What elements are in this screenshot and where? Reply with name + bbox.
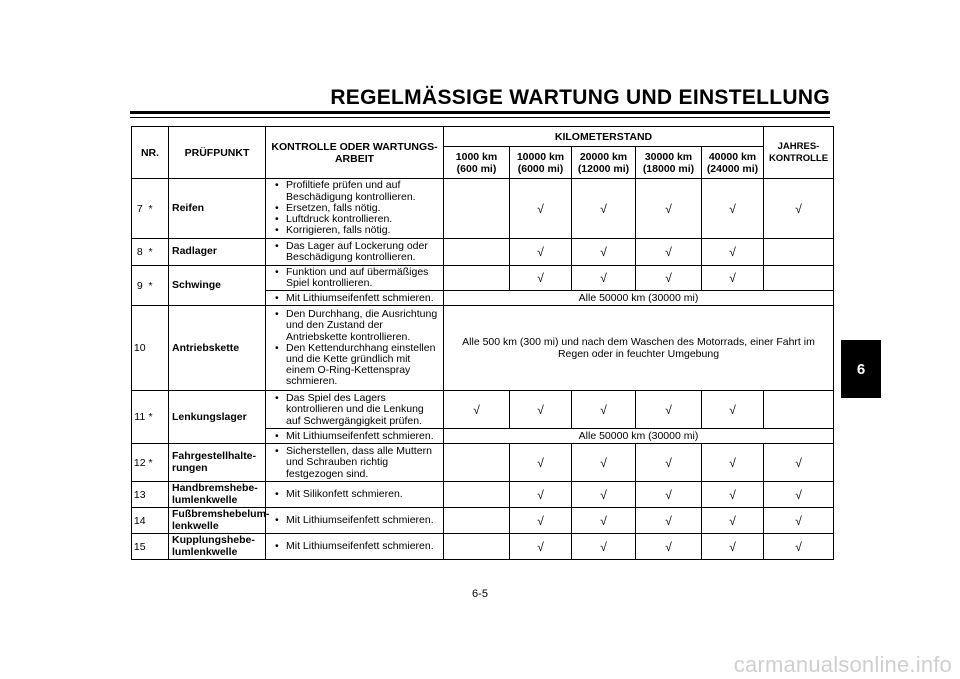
header-km-20000: 20000 km (12000 mi) xyxy=(572,147,636,179)
row-item: Reifen xyxy=(169,179,266,239)
check-cell: √ xyxy=(510,179,572,239)
check-cell xyxy=(444,534,510,560)
row-star xyxy=(148,508,169,534)
check-cell: √ xyxy=(572,482,636,508)
row-star xyxy=(148,534,169,560)
check-cell: √ xyxy=(636,444,702,482)
task-item: • Sicherstellen, dass alle Muttern und Schrauben richtig festgezogen sind. xyxy=(269,446,440,480)
check-cell xyxy=(764,391,834,429)
task-item: • Luftdruck kontrollieren. xyxy=(269,214,440,225)
row-nr: 7 xyxy=(132,179,148,239)
check-cell: √ xyxy=(636,239,702,266)
row-tasks xyxy=(266,534,444,560)
header-kilometerstand: KILOMETERSTAND xyxy=(444,127,764,147)
table-row xyxy=(132,266,834,291)
task-item: • Das Lager auf Lockerung oder Beschädigung kontrollieren. xyxy=(269,241,440,263)
row-star xyxy=(148,306,169,391)
chapter-tab: 6 xyxy=(841,340,881,398)
row-item: Lenkungslager xyxy=(169,391,266,444)
check-cell: √ xyxy=(702,482,764,508)
row-nr: 10 xyxy=(132,306,148,391)
task-item: • Mit Lithiumseifenfett schmieren. xyxy=(269,541,440,552)
check-cell: √ xyxy=(572,444,636,482)
row-tasks xyxy=(266,429,444,444)
check-cell: √ xyxy=(636,482,702,508)
row-tasks xyxy=(266,266,444,291)
header-km-40000: 40000 km (24000 mi) xyxy=(702,147,764,179)
table-row xyxy=(132,444,834,482)
task-item: • Profiltiefe prüfen und auf Beschädigung kontrollieren. xyxy=(269,180,440,202)
table-row xyxy=(132,534,834,560)
task-item: • Das Spiel des Lagers kontrollieren und die Lenkung auf Schwergängigkeit prüfen. xyxy=(269,393,440,427)
maintenance-table xyxy=(131,126,834,560)
row-tasks xyxy=(266,508,444,534)
check-cell: √ xyxy=(572,266,636,291)
task-item: • Funktion und auf übermäßiges Spiel kontrollieren. xyxy=(269,267,440,289)
row-item: Fahrgestellhalte-rungen xyxy=(169,444,266,482)
check-cell: √ xyxy=(636,391,702,429)
header-jahreskontrolle: JAHRES-KONTROLLE xyxy=(764,127,834,179)
check-cell xyxy=(444,179,510,239)
check-cell: √ xyxy=(510,239,572,266)
page-number: 6-5 xyxy=(472,588,488,600)
row-star: * xyxy=(148,179,169,239)
interval-cell: Alle 50000 km (30000 mi) xyxy=(444,429,834,444)
task-item: • Den Kettendurchhang einstellen und die Kette gründlich mit einem O-Ring-Kettenspray schmieren. xyxy=(269,343,440,388)
check-cell: √ xyxy=(702,266,764,291)
check-cell: √ xyxy=(636,534,702,560)
row-star: * xyxy=(148,444,169,482)
title-rule-thin xyxy=(130,117,830,118)
header-km-30000: 30000 km (18000 mi) xyxy=(636,147,702,179)
check-cell xyxy=(444,239,510,266)
table-row xyxy=(132,508,834,534)
check-cell: √ xyxy=(636,508,702,534)
check-cell: √ xyxy=(702,508,764,534)
check-cell: √ xyxy=(764,508,834,534)
task-item: • Korrigieren, falls nötig. xyxy=(269,225,440,236)
row-item: Radlager xyxy=(169,239,266,266)
table-row xyxy=(132,306,834,391)
table-row xyxy=(132,179,834,239)
check-cell: √ xyxy=(444,391,510,429)
check-cell: √ xyxy=(702,444,764,482)
check-cell: √ xyxy=(702,391,764,429)
check-cell: √ xyxy=(572,534,636,560)
check-cell xyxy=(444,444,510,482)
header-pruefpunkt: PRÜFPUNKT xyxy=(169,127,266,179)
page-title: REGELMÄSSIGE WARTUNG UND EINSTELLUNG xyxy=(330,86,830,109)
check-cell: √ xyxy=(510,391,572,429)
check-cell: √ xyxy=(510,444,572,482)
row-tasks xyxy=(266,239,444,266)
row-nr: 9 xyxy=(132,266,148,306)
check-cell: √ xyxy=(510,482,572,508)
row-nr: 15 xyxy=(132,534,148,560)
check-cell: √ xyxy=(572,239,636,266)
check-cell xyxy=(764,266,834,291)
header-kontrolle: KONTROLLE ODER WARTUNGS-ARBEIT xyxy=(266,127,444,179)
row-nr: 11 xyxy=(132,391,148,444)
header-nr: NR. xyxy=(132,127,169,179)
task-item: • Mit Lithiumseifenfett schmieren. xyxy=(269,431,440,442)
row-item: Schwinge xyxy=(169,266,266,306)
check-cell: √ xyxy=(510,266,572,291)
check-cell: √ xyxy=(510,534,572,560)
row-nr: 13 xyxy=(132,482,148,508)
check-cell: √ xyxy=(764,534,834,560)
row-tasks xyxy=(266,444,444,482)
table-row xyxy=(132,482,834,508)
check-cell: √ xyxy=(572,179,636,239)
interval-cell: Alle 50000 km (30000 mi) xyxy=(444,291,834,306)
table-row xyxy=(132,239,834,266)
check-cell: √ xyxy=(572,508,636,534)
row-star xyxy=(148,482,169,508)
row-star: * xyxy=(148,391,169,444)
check-cell: √ xyxy=(702,179,764,239)
row-tasks xyxy=(266,306,444,391)
row-item: Antriebskette xyxy=(169,306,266,391)
task-item: • Mit Lithiumseifenfett schmieren. xyxy=(269,515,440,526)
interval-cell: Alle 500 km (300 mi) und nach dem Waschen des Motorrads, einer Fahrt im Regen oder in feuchter Umgebung xyxy=(444,306,834,391)
row-tasks xyxy=(266,482,444,508)
check-cell: √ xyxy=(572,391,636,429)
check-cell: √ xyxy=(702,239,764,266)
task-item: • Mit Silikonfett schmieren. xyxy=(269,489,440,500)
row-nr: 8 xyxy=(132,239,148,266)
row-star: * xyxy=(148,266,169,306)
row-tasks xyxy=(266,391,444,429)
task-item: • Mit Lithiumseifenfett schmieren. xyxy=(269,293,440,304)
row-tasks xyxy=(266,179,444,239)
watermark: carmanualsonline.info xyxy=(733,652,952,677)
check-cell xyxy=(444,482,510,508)
check-cell: √ xyxy=(764,482,834,508)
check-cell xyxy=(444,266,510,291)
row-nr: 14 xyxy=(132,508,148,534)
table-row xyxy=(132,391,834,429)
row-item: Kupplungshebe-lumlenkwelle xyxy=(169,534,266,560)
row-tasks xyxy=(266,291,444,306)
check-cell: √ xyxy=(702,534,764,560)
header-km-10000: 10000 km (6000 mi) xyxy=(510,147,572,179)
row-item: Handbremshebe-lumlenkwelle xyxy=(169,482,266,508)
check-cell xyxy=(444,508,510,534)
check-cell: √ xyxy=(636,266,702,291)
task-item: • Ersetzen, falls nötig. xyxy=(269,203,440,214)
row-nr: 12 xyxy=(132,444,148,482)
header-km-1000: 1000 km (600 mi) xyxy=(444,147,510,179)
check-cell: √ xyxy=(636,179,702,239)
row-item: Fußbremshebelum-lenkwelle xyxy=(169,508,266,534)
check-cell xyxy=(764,239,834,266)
title-rule-thick xyxy=(130,111,830,114)
task-item: • Den Durchhang, die Ausrichtung und den Zustand der Antriebskette kontrollieren. xyxy=(269,309,440,343)
check-cell: √ xyxy=(764,444,834,482)
check-cell: √ xyxy=(510,508,572,534)
check-cell: √ xyxy=(764,179,834,239)
row-star: * xyxy=(148,239,169,266)
